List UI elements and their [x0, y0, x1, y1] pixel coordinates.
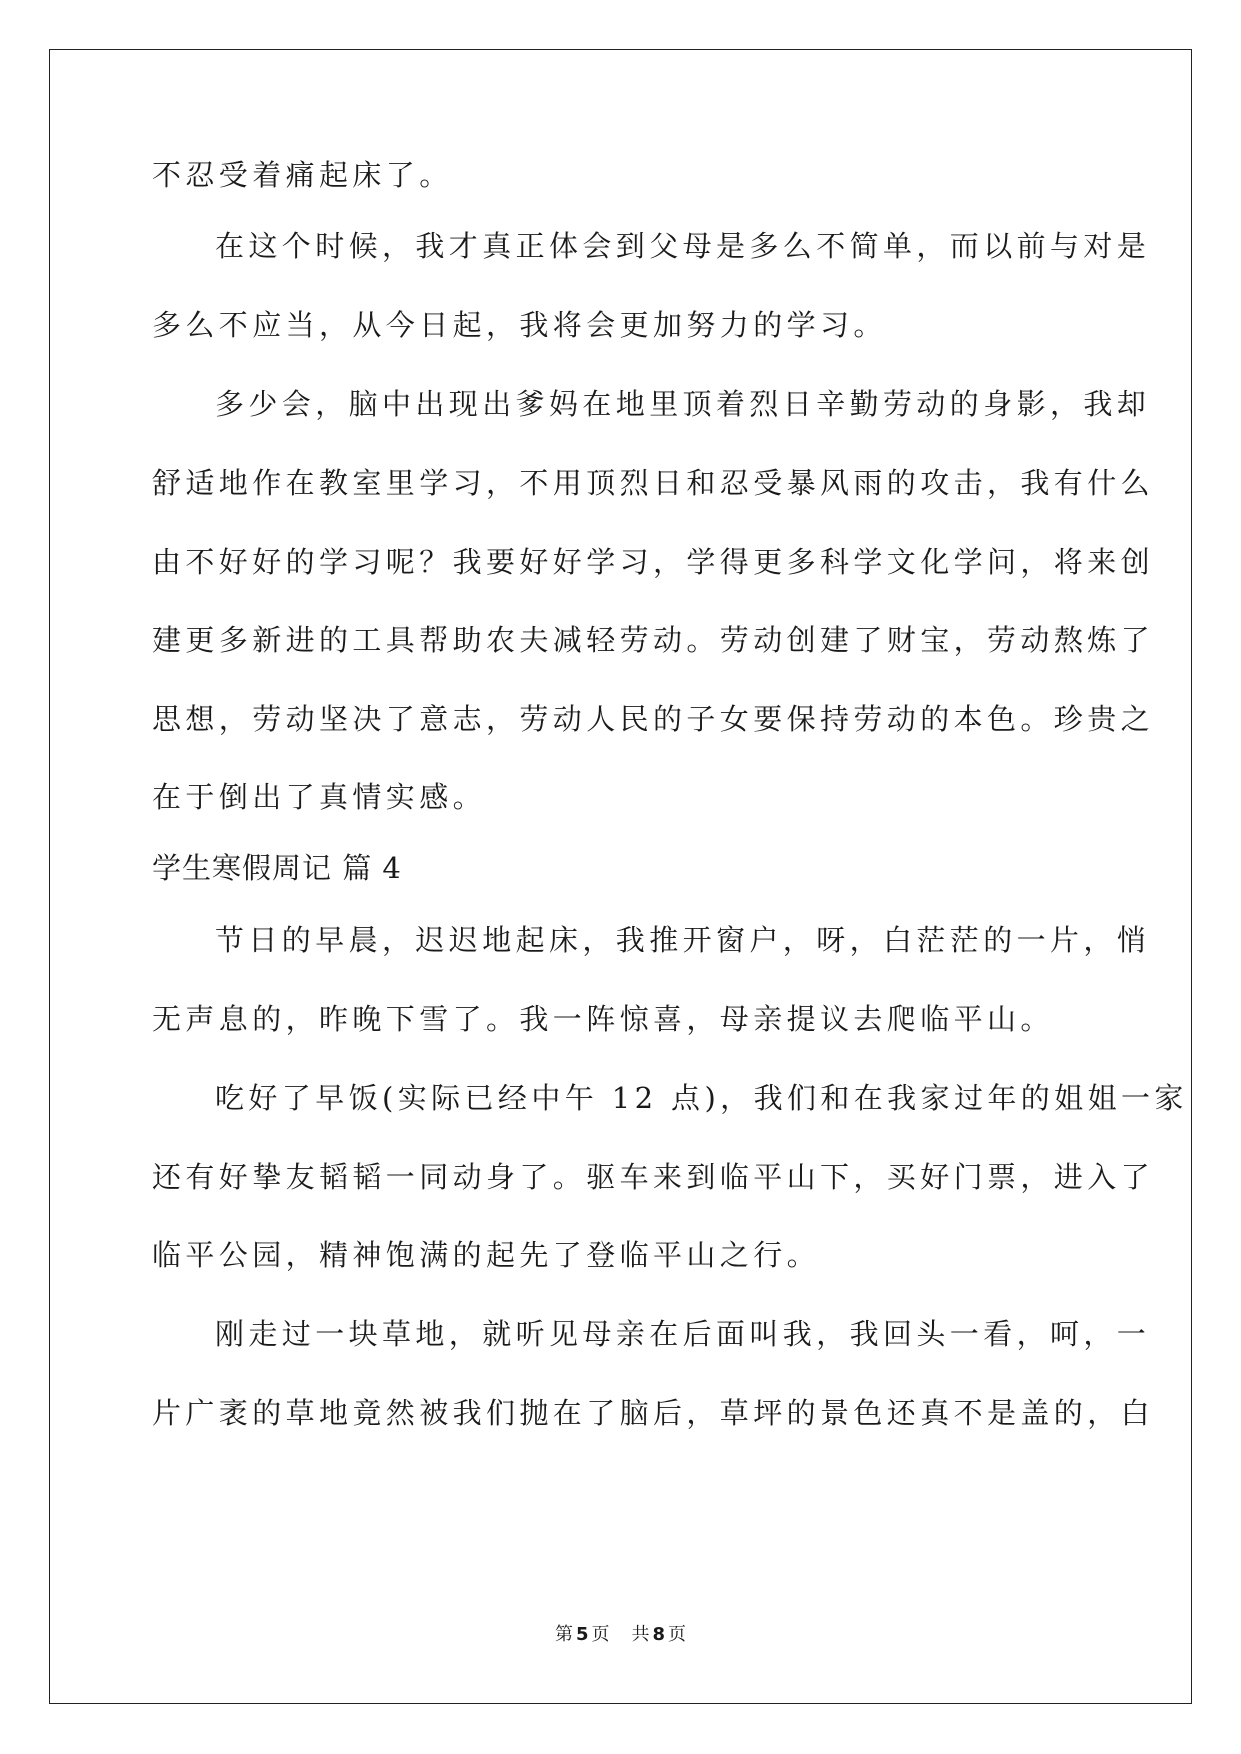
- text-line: 由不好好的学习呢？我要好好学习，学得更多科学文化学问，将来创: [152, 545, 1155, 579]
- text-line: 舒适地作在教室里学习，不用顶烈日和忍受暴风雨的攻击，我有什么: [152, 466, 1155, 500]
- page-prefix: 第: [554, 1624, 573, 1645]
- total-pages-number: 8: [652, 1624, 666, 1645]
- total-prefix: 共: [631, 1624, 650, 1645]
- text-line: 在这个时候，我才真正体会到父母是多么不简单，而以前与对是: [215, 229, 1151, 263]
- current-page-number: 5: [575, 1624, 589, 1645]
- text-line: 无声息的，昨晚下雪了。我一阵惊喜，母亲提议去爬临平山。: [152, 1002, 1054, 1036]
- page-footer: [0, 1623, 1241, 1647]
- text-line: 不忍受着痛起床了。: [152, 158, 453, 192]
- section-heading: 学生寒假周记 篇 4: [152, 851, 402, 885]
- text-line: 思想，劳动坚决了意志，劳动人民的子女要保持劳动的本色。珍贵之: [152, 702, 1155, 736]
- text-line: 多少会，脑中出现出爹妈在地里顶着烈日辛勤劳动的身影，我却: [215, 387, 1151, 421]
- text-line: 在于倒出了真情实感。: [152, 780, 487, 814]
- text-line: 临平公园，精神饱满的起先了登临平山之行。: [152, 1238, 821, 1272]
- text-line: 刚走过一块草地，就听见母亲在后面叫我，我回头一看，呵，一: [215, 1317, 1151, 1351]
- text-line: 多么不应当，从今日起，我将会更加努力的学习。: [152, 308, 887, 342]
- text-line: 还有好挚友韬韬一同动身了。驱车来到临平山下，买好门票，进入了: [152, 1160, 1155, 1194]
- text-line: 吃好了早饭(实际已经中午 12 点)，我们和在我家过年的姐姐一家: [215, 1081, 1188, 1115]
- text-line: 片广袤的草地竟然被我们抛在了脑后，草坪的景色还真不是盖的，白: [152, 1396, 1155, 1430]
- text-line: 节日的早晨，迟迟地起床，我推开窗户，呀，白茫茫的一片，悄: [215, 923, 1151, 957]
- total-suffix: 页: [668, 1624, 687, 1645]
- page-suffix: 页: [591, 1624, 610, 1645]
- text-line: 建更多新进的工具帮助农夫减轻劳动。劳动创建了财宝，劳动熬炼了: [152, 623, 1155, 657]
